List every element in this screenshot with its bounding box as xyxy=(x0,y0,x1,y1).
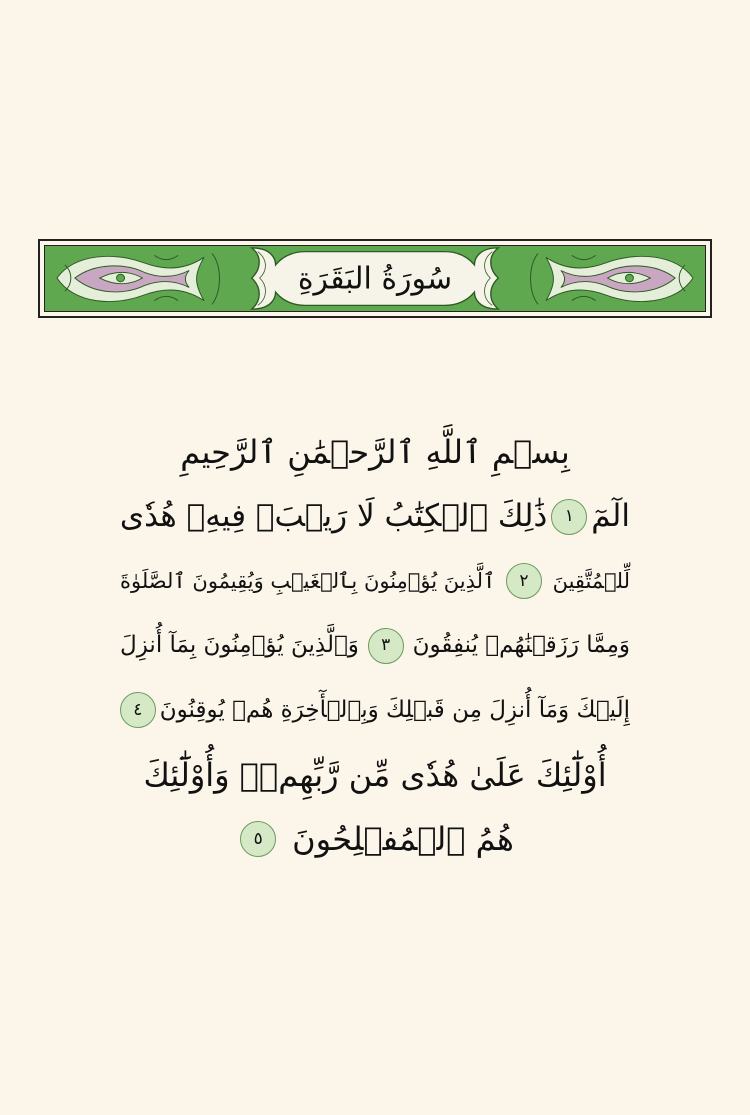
ayah-marker-1: ١ xyxy=(551,499,587,535)
ayah-marker-4: ٤ xyxy=(120,692,156,728)
surah-header-banner xyxy=(38,239,712,318)
verse-text-segment: الٓمٓ xyxy=(591,498,630,535)
verse-text-segment: وَٱلَّذِينَ يُؤۡمِنُونَ بِمَآ أُنزِلَ xyxy=(120,632,359,659)
text-line-6 xyxy=(120,807,630,872)
ayah-marker-3: ٣ xyxy=(368,628,404,664)
verse-text-segment: لِّلۡمُتَّقِينَ xyxy=(552,568,630,593)
ayah-marker-5: ٥ xyxy=(240,821,276,857)
verse-text-segment: هُمُ ٱلۡمُفۡلِحُونَ xyxy=(292,820,514,859)
text-line-5 xyxy=(120,743,630,808)
verse-text-block xyxy=(120,420,630,872)
basmala-text: بِسۡمِ ٱللَّهِ ٱلرَّحۡمَٰنِ ٱلرَّحِيمِ xyxy=(180,433,570,472)
ayah-marker-2: ٢ xyxy=(506,563,542,599)
basmala-line xyxy=(120,420,630,485)
text-line-2 xyxy=(120,549,630,614)
surah-header-frame xyxy=(44,245,706,312)
verse-text-segment: وَمِمَّا رَزَقۡنَٰهُمۡ يُنفِقُونَ xyxy=(412,632,630,659)
verse-text-segment: ٱلَّذِينَ يُؤۡمِنُونَ بِٱلۡغَيۡبِ وَيُقِيمُونَ ٱلصَّلَوٰةَ xyxy=(120,568,496,593)
text-line-3 xyxy=(120,614,630,679)
verse-text-segment: أُوْلَٰٓئِكَ عَلَىٰ هُدٗى مِّن رَّبِّهِمۡۖ وَأُوْلَٰٓئِكَ xyxy=(143,755,607,794)
text-line-4 xyxy=(120,678,630,743)
verse-text-segment: ذَٰلِكَ ٱلۡكِتَٰبُ لَا رَيۡبَۛ فِيهِۛ هُدٗى xyxy=(119,498,548,535)
text-line-1 xyxy=(120,485,630,550)
verse-text-segment: إِلَيۡكَ وَمَآ أُنزِلَ مِن قَبۡلِكَ وَبِٱلۡأٓخِرَةِ هُمۡ يُوقِنُونَ xyxy=(159,696,630,723)
surah-title: سُورَةُ البَقَرَةِ xyxy=(297,261,453,296)
